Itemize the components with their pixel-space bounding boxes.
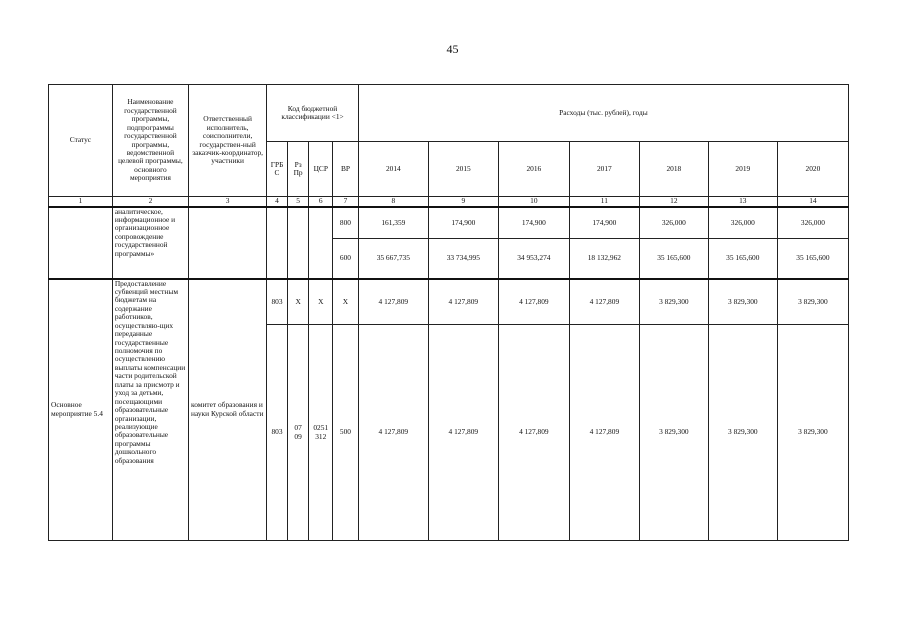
col-num: 10 bbox=[498, 197, 569, 207]
col-num: 2 bbox=[112, 197, 188, 207]
rzpr-cell: Х bbox=[287, 279, 309, 325]
col-num: 4 bbox=[267, 197, 288, 207]
grbs-cell: 803 bbox=[267, 279, 288, 325]
col-num: 1 bbox=[49, 197, 113, 207]
header-status: Статус bbox=[49, 85, 113, 197]
header-year-2019: 2019 bbox=[708, 142, 777, 197]
value-cell: 4 127,809 bbox=[498, 279, 569, 325]
csr-cell: 0251 312 bbox=[309, 325, 333, 541]
executor-cell-empty bbox=[189, 207, 267, 279]
value-cell: 326,000 bbox=[777, 207, 848, 239]
value-cell: 34 953,274 bbox=[498, 239, 569, 279]
value-cell: 174,900 bbox=[569, 207, 639, 239]
value-cell: 174,900 bbox=[498, 207, 569, 239]
col-num: 5 bbox=[287, 197, 309, 207]
header-year-2017: 2017 bbox=[569, 142, 639, 197]
header-grbs: ГРБ С bbox=[267, 142, 288, 197]
header-year-2015: 2015 bbox=[428, 142, 498, 197]
rzpr-cell-empty bbox=[287, 207, 309, 279]
header-year-2020: 2020 bbox=[777, 142, 848, 197]
col-num: 8 bbox=[358, 197, 428, 207]
value-cell: 18 132,962 bbox=[569, 239, 639, 279]
value-cell: 35 667,735 bbox=[358, 239, 428, 279]
col-num: 13 bbox=[708, 197, 777, 207]
value-cell: 35 165,600 bbox=[708, 239, 777, 279]
header-budget-code: Код бюджетной классификации <1> bbox=[267, 85, 359, 142]
header-name: Наименование государственной программы, подпрограммы государственной программы, ведомственной целевой программы, основного мероприятия bbox=[112, 85, 188, 197]
value-cell: 3 829,300 bbox=[777, 325, 848, 541]
header-year-2018: 2018 bbox=[639, 142, 708, 197]
col-num: 14 bbox=[777, 197, 848, 207]
grbs-cell-empty bbox=[267, 207, 288, 279]
value-cell: 4 127,809 bbox=[358, 279, 428, 325]
csr-cell: Х bbox=[309, 279, 333, 325]
value-cell: 3 829,300 bbox=[708, 325, 777, 541]
column-numbers-row bbox=[49, 197, 849, 207]
value-cell: 3 829,300 bbox=[708, 279, 777, 325]
value-cell: 35 165,600 bbox=[777, 239, 848, 279]
value-cell: 4 127,809 bbox=[569, 279, 639, 325]
executor-cell: комитет образования и науки Курской области bbox=[189, 279, 267, 541]
value-cell: 4 127,809 bbox=[498, 325, 569, 541]
header-year-2014: 2014 bbox=[358, 142, 428, 197]
header-row-1 bbox=[49, 85, 849, 142]
header-year-2016: 2016 bbox=[498, 142, 569, 197]
value-cell: 4 127,809 bbox=[569, 325, 639, 541]
value-cell: 3 829,300 bbox=[639, 279, 708, 325]
value-cell: 3 829,300 bbox=[639, 325, 708, 541]
program-name: Предоставление субвенций местным бюджетам на содержание работников, осуществляю-щих переданные государственные полномочия по осуществлению выплаты компенсации части родительской платы за присмотр и уход за детьми, посещающими образовательные организации, реализующие образовательные программы дошкольного образования bbox=[112, 279, 188, 541]
vr-cell: 800 bbox=[333, 207, 359, 239]
col-num: 12 bbox=[639, 197, 708, 207]
vr-cell: Х bbox=[333, 279, 359, 325]
value-cell: 33 734,995 bbox=[428, 239, 498, 279]
col-num: 6 bbox=[309, 197, 333, 207]
value-cell: 4 127,809 bbox=[358, 325, 428, 541]
grbs-cell: 803 bbox=[267, 325, 288, 541]
col-num: 11 bbox=[569, 197, 639, 207]
value-cell: 35 165,600 bbox=[639, 239, 708, 279]
value-cell: 3 829,300 bbox=[777, 279, 848, 325]
header-expenses: Расходы (тыс. рублей), годы bbox=[358, 85, 848, 142]
rzpr-cell: 07 09 bbox=[287, 325, 309, 541]
header-vr: ВР bbox=[333, 142, 359, 197]
header-executor: Ответственный исполнитель, соисполнители, государствен-ный заказчик-координатор, участники bbox=[189, 85, 267, 197]
header-csr: ЦСР bbox=[309, 142, 333, 197]
value-cell: 326,000 bbox=[708, 207, 777, 239]
vr-cell: 500 bbox=[333, 325, 359, 541]
table-row bbox=[49, 207, 849, 239]
value-cell: 174,900 bbox=[428, 207, 498, 239]
program-name: аналитическое, информационное и организационное сопровождение государственной программы» bbox=[112, 207, 188, 279]
value-cell: 326,000 bbox=[639, 207, 708, 239]
value-cell: 4 127,809 bbox=[428, 279, 498, 325]
header-rzpr: Рз Пр bbox=[287, 142, 309, 197]
budget-table bbox=[48, 84, 849, 541]
status-cell: Основное мероприятие 5.4 bbox=[49, 279, 113, 541]
status-cell-empty bbox=[49, 207, 113, 279]
col-num: 7 bbox=[333, 197, 359, 207]
csr-cell-empty bbox=[309, 207, 333, 279]
col-num: 3 bbox=[189, 197, 267, 207]
value-cell: 4 127,809 bbox=[428, 325, 498, 541]
col-num: 9 bbox=[428, 197, 498, 207]
page-number: 45 bbox=[446, 42, 459, 56]
table-row bbox=[49, 279, 849, 325]
value-cell: 161,359 bbox=[358, 207, 428, 239]
vr-cell: 600 bbox=[333, 239, 359, 279]
